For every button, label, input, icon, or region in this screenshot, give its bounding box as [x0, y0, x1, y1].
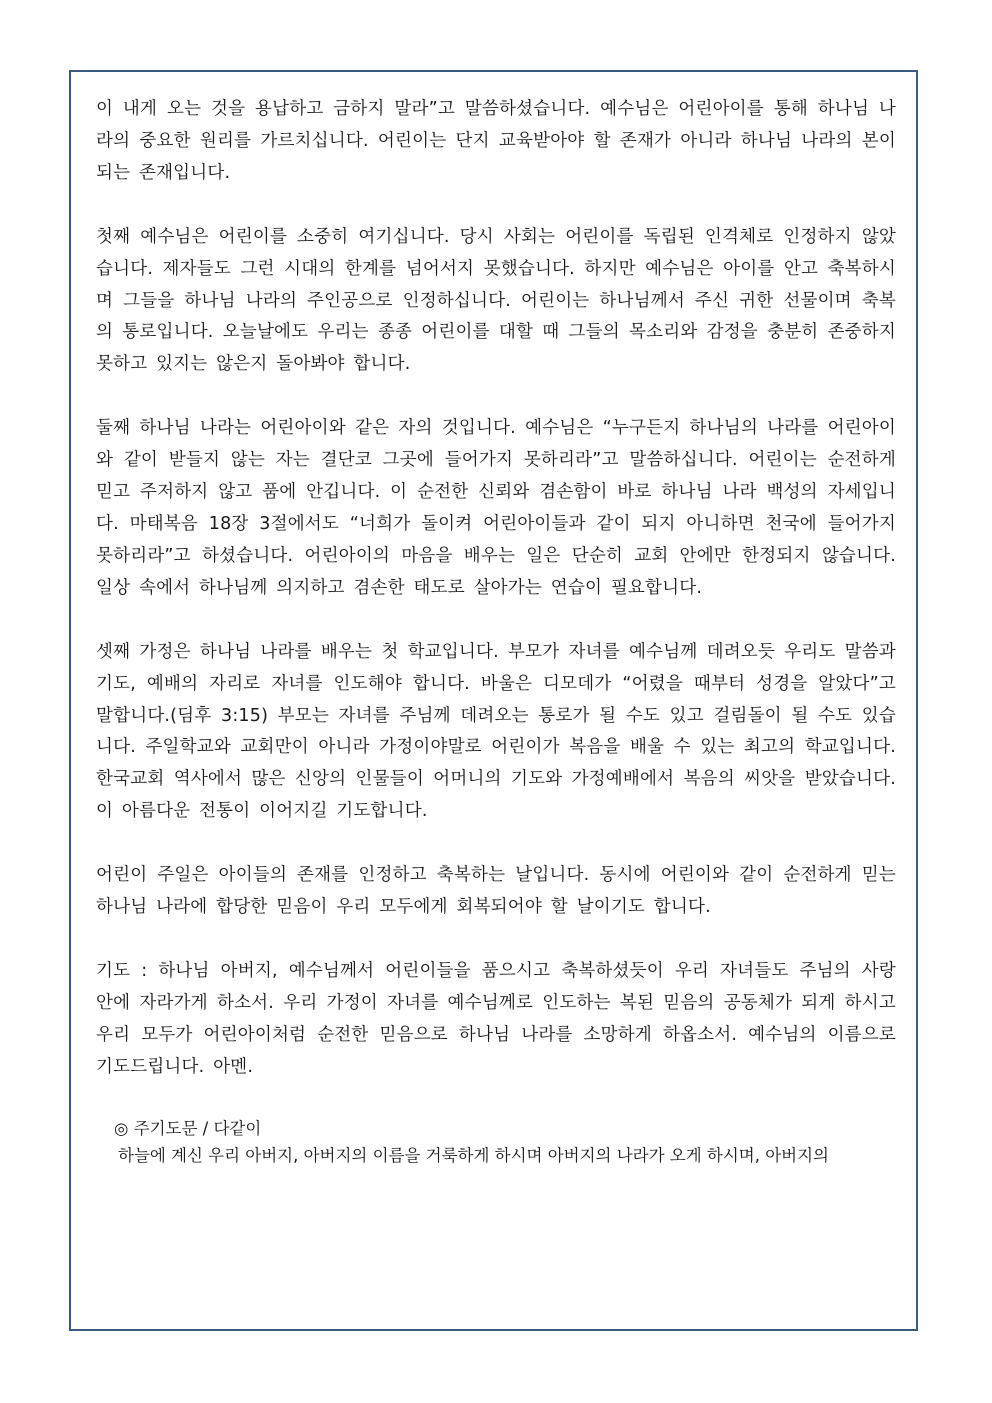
lords-prayer-title: ◎ 주기도문 / 다같이 — [114, 1118, 262, 1138]
lords-prayer-text: 하늘에 계신 우리 아버지, 아버지의 이름을 거룩하게 하시며 아버지의 나라가 오게 하시며, 아버지의 — [118, 1145, 829, 1165]
paragraph-third-point: 셋째 가정은 하나님 나라를 배우는 첫 학교입니다. 부모가 자녀를 예수님께 데려오듯 우리도 말씀과 기도, 예배의 자리로 자녀를 인도해야 합니다. 바울은 디모데가 “어렸을 때부터 성경을 알았다”고 말합니다.(딤후 3:15) 부모는 자녀를 주님께 데려오는 통로가 될 수도 있고 걸림돌이 될 수도 있습니다. 주일학교와 교회만이 아니라 가정이야말로 어린이가 복음을 배울 수 있는 최고의 학교입니다. 한국교회 역사에서 많은 신앙의 인물들이 어머니의 기도와 가정예배에서 복음의 씨앗을 받았습니다. 이 아름다운 전통이 이어지길 기도합니다. — [96, 641, 896, 822]
paragraph-conclusion: 어린이 주일은 아이들의 존재를 인정하고 축복하는 날입니다. 동시에 어린이와 같이 순전하게 믿는 하나님 나라에 합당한 믿음이 우리 모두에게 회복되어야 할 날이기도 합니다. — [96, 865, 896, 918]
page-frame — [69, 70, 918, 1331]
paragraph-second-point: 둘째 하나님 나라는 어린아이와 같은 자의 것입니다. 예수님은 “누구든지 하나님의 나라를 어린아이와 같이 받들지 않는 자는 결단코 그곳에 들어가지 못하리라”고 말씀하십니다. 어린이는 순전하게 믿고 주저하지 않고 품에 안깁니다. 이 순전한 신뢰와 겸손함이 바로 하나님 나라 백성의 자세입니다. 마태복음 18장 3절에서도 “너희가 돌이켜 어린아이들과 같이 되지 아니하면 천국에 들어가지 못하리라”고 하셨습니다. 어린아이의 마음을 배우는 일은 단순히 교회 안에만 한정되지 않습니다. 일상 속에서 하나님께 의지하고 겸손한 태도로 살아가는 연습이 필요합니다. — [96, 418, 896, 598]
paragraph-prayer: 기도 : 하나님 아버지, 예수님께서 어린이들을 품으시고 축복하셨듯이 우리 자녀들도 주님의 사랑 안에 자라가게 하소서. 우리 가정이 자녀를 예수님께로 인도하는 복된 믿음의 공동체가 되게 하시고 우리 모두가 어린아이처럼 순전한 믿음으로 하나님 나라를 소망하게 하옵소서. 예수님의 이름으로 기도드립니다. 아멘. — [96, 960, 896, 1077]
paragraph-intro-continued: 이 내게 오는 것을 용납하고 금하지 말라”고 말씀하셨습니다. 예수님은 어린아이를 통해 하나님 나라의 중요한 원리를 가르치십니다. 어린이는 단지 교육받아야 할 존재가 아니라 하나님 나라의 본이 되는 존재입니다. — [96, 99, 896, 183]
document-body — [96, 94, 896, 1170]
lords-prayer-section — [96, 1116, 896, 1170]
paragraph-first-point: 첫째 예수님은 어린이를 소중히 여기십니다. 당시 사회는 어린이를 독립된 인격체로 인정하지 않았습니다. 제자들도 그런 시대의 한계를 넘어서지 못했습니다. 하지만 예수님은 아이를 안고 축복하시며 그들을 하나님 나라의 주인공으로 인정하십니다. 어린이는 하나님께서 주신 귀한 선물이며 축복의 통로입니다. 오늘날에도 우리는 종종 어린이를 대할 때 그들의 목소리와 감정을 충분히 존중하지 못하고 있지는 않은지 돌아봐야 합니다. — [96, 226, 896, 375]
